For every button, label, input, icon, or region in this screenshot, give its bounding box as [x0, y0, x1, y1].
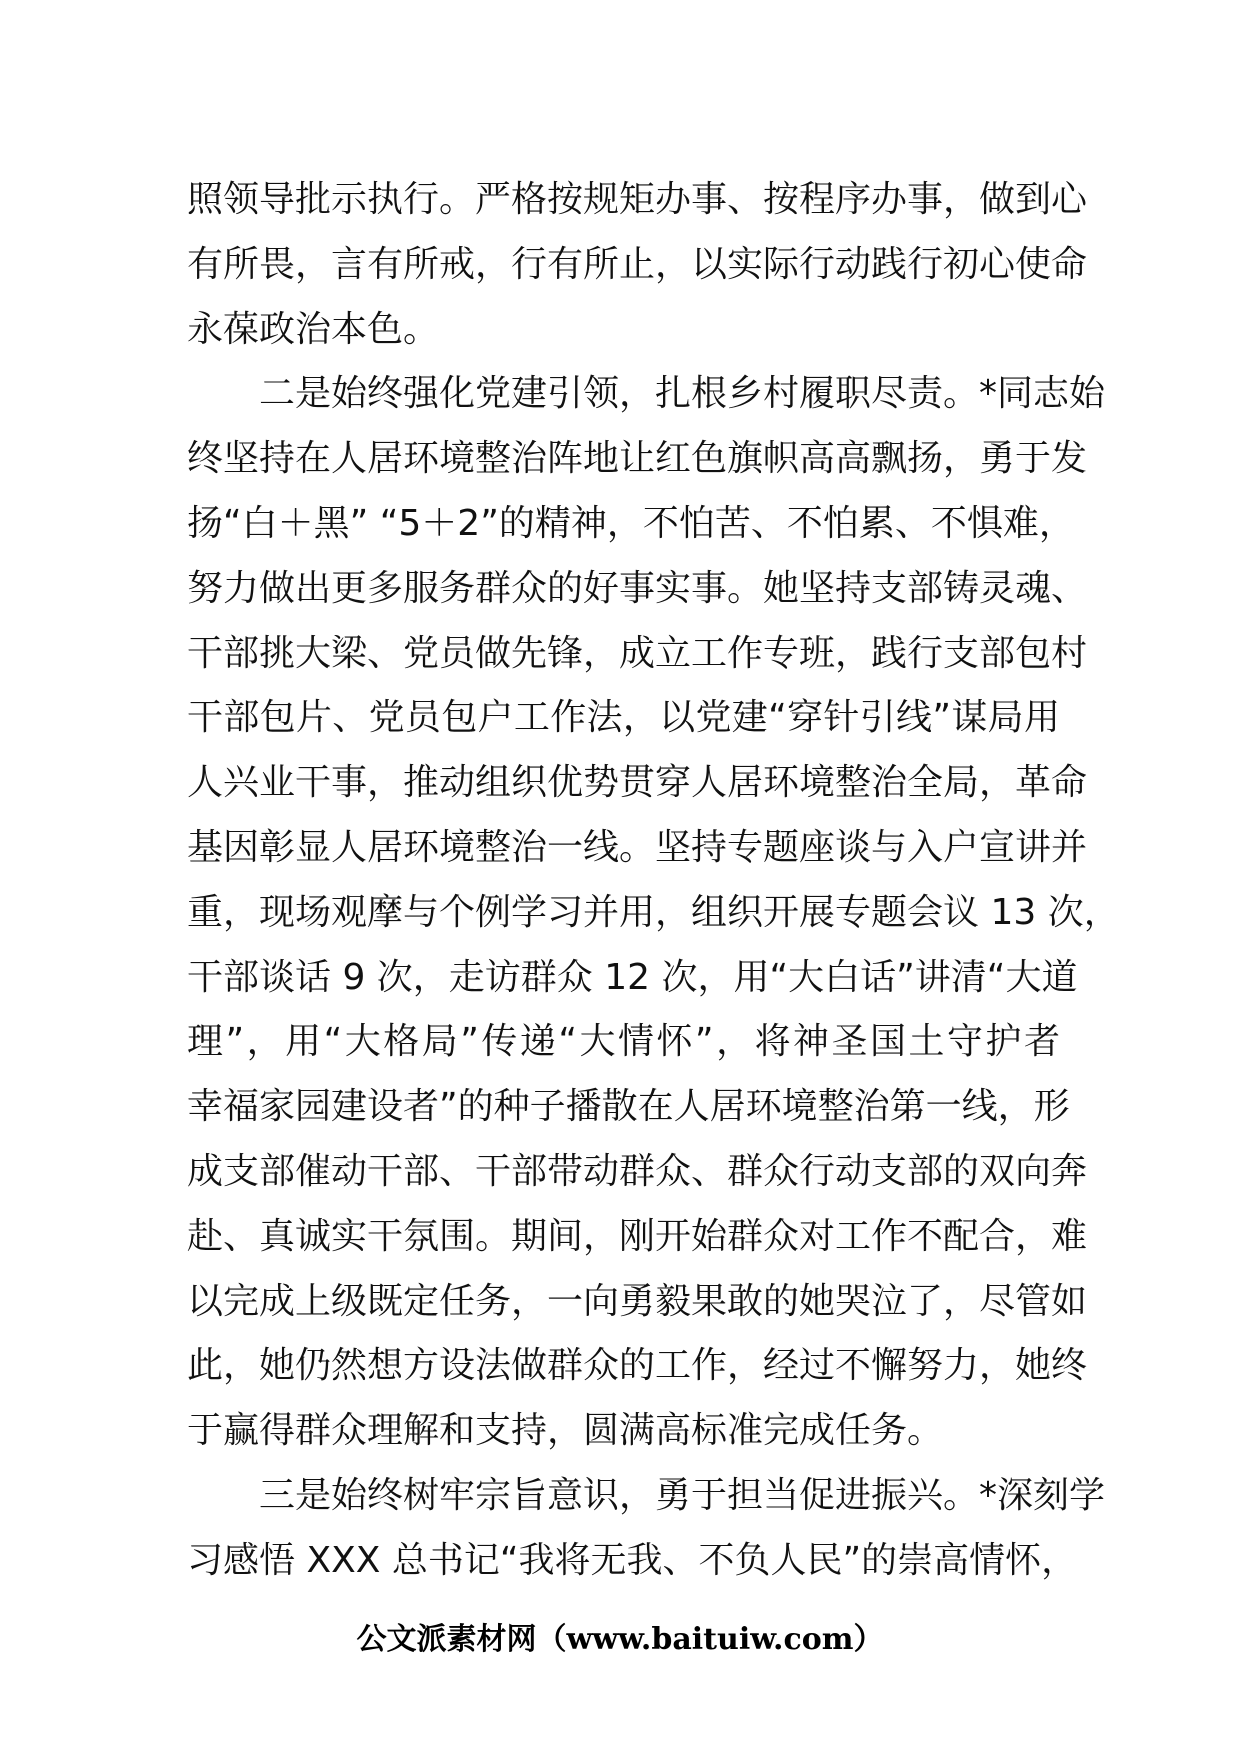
text-line-16: 成支部催动干部、干部带动群众、群众行动支部的双向奔 [187, 1150, 1088, 1192]
body-text [187, 168, 1120, 1594]
text-line-19: 此，她仍然想方设法做群众的工作，经过不懈努力，她终 [187, 1345, 1088, 1387]
text-line-2: 有所畏，言有所戒，行有所止，以实际行动践行初心使命 [187, 243, 1088, 285]
text-line-7: 努力做出更多服务群众的好事实事。她坚持支部铸灵魂、 [187, 567, 1088, 609]
text-line-12: 重，现场观摩与个例学习并用，组织开展专题会议 13 次， [187, 891, 1120, 933]
footer-watermark: 公文派素材网（www.baituiw.com） [356, 1622, 884, 1657]
text-line-11: 基因彰显人居环境整治一线。坚持专题座谈与入户宣讲并 [187, 826, 1088, 868]
text-line-22: 习感悟 XXX 总书记“我将无我、不负人民”的崇高情怀， [187, 1539, 1078, 1581]
text-line-14: 理”，用“大格局”传递“大情怀”，将神圣国土守护者 [187, 1021, 1060, 1063]
text-line-1: 照领导批示执行。严格按规矩办事、按程序办事，做到心 [187, 179, 1088, 220]
text-line-3: 永葆政治本色。 [187, 308, 440, 350]
text-line-15: 幸福家园建设者”的种子播散在人居环境整治第一线，形 [187, 1086, 1070, 1128]
text-line-17: 赴、真诚实干氛围。期间，刚开始群众对工作不配合，难 [187, 1215, 1088, 1257]
text-line-5: 终坚持在人居环境整治阵地让红色旗帜高高飘扬，勇于发 [187, 438, 1088, 480]
text-line-18: 以完成上级既定任务，一向勇毅果敢的她哭泣了，尽管如 [187, 1280, 1088, 1322]
text-line-13: 干部谈话 9 次，走访群众 12 次，用“大白话”讲清“大道 [187, 956, 1078, 998]
text-line-8: 干部挑大梁、党员做先锋，成立工作专班，践行支部包村 [187, 632, 1088, 674]
text-line-9: 干部包片、党员包户工作法，以党建“穿针引线”谋局用 [187, 697, 1060, 739]
text-line-21: 三是始终树牢宗旨意识，勇于担当促进振兴。*深刻学 [259, 1474, 1106, 1516]
text-line-10: 人兴业干事，推动组织优势贯穿人居环境整治全局，革命 [187, 762, 1088, 804]
text-line-20: 于赢得群众理解和支持，圆满高标准完成任务。 [187, 1410, 944, 1452]
text-line-4: 二是始终强化党建引领，扎根乡村履职尽责。*同志始 [259, 373, 1106, 415]
text-line-6: 扬“白＋黑” “5＋2”的精神，不怕苦、不怕累、不惧难， [187, 502, 1075, 544]
